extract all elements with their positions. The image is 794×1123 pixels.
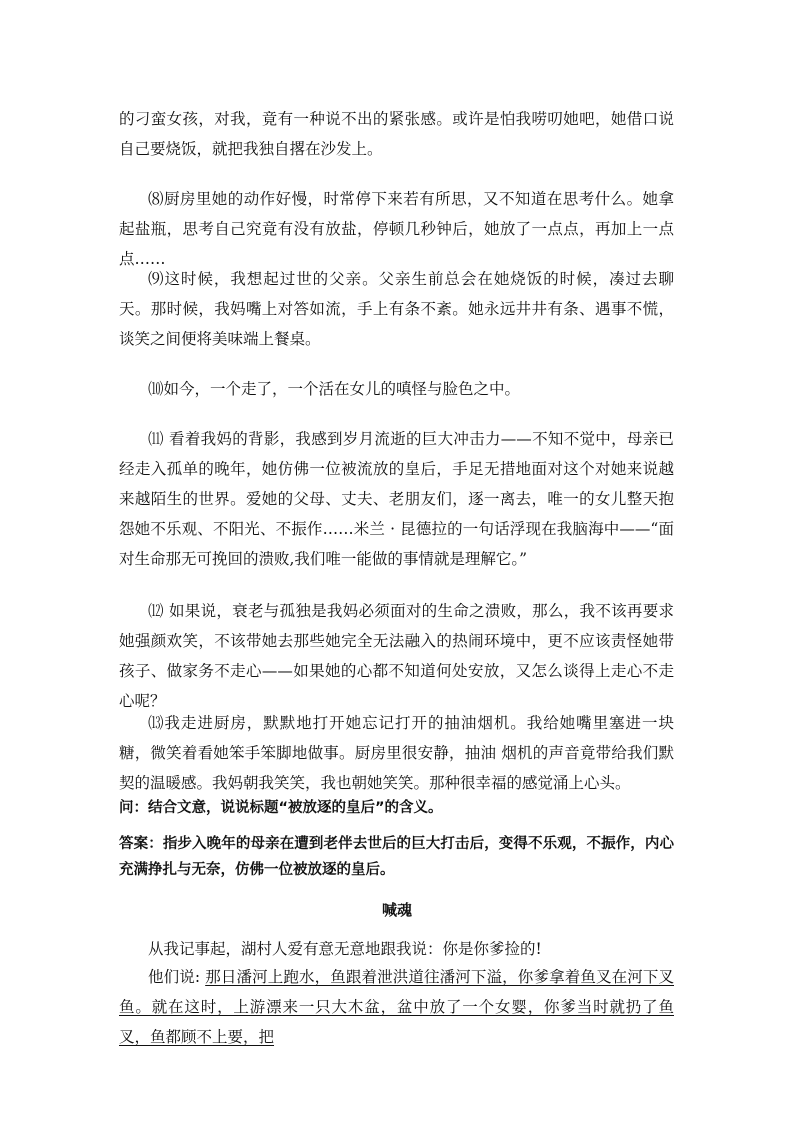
paragraph-intro: 的刁蛮女孩，对我，竟有一种说不出的紧张感。或许是怕我唠叨她吧，她借口说自己要烧饭，就把我独自撂在沙发上。 <box>119 110 674 158</box>
answer-text: 答案：指步入晚年的母亲在遭到老伴去世后的巨大打击后，变得不乐观，不振作，内心充满挣扎与无奈，仿佛一位被放逐的皇后。 <box>119 836 674 878</box>
paragraph-10: ⑽如今，一个走了，一个活在女儿的嗔怪与脸色之中。 <box>148 380 521 398</box>
paragraph-8: ⑻厨房里她的动作好慢，时常停下来若有所思，又不知道在思考什么。她拿起盐瓶，思考自己究竟有没有放盐，停顿几秒钟后，她放了一点点，再加上一点点…… <box>119 190 674 268</box>
section-title: 喊魂 <box>381 901 412 919</box>
underlined-passage: 那日潘河上跑水，鱼跟着泄洪道往潘河下溢，你爹拿着鱼叉在河下叉鱼。就在这时，上游漂来一只大木盆，盆中放了一个女婴，你爹当时就扔了鱼叉，鱼都顾不上要，把 <box>119 968 674 1046</box>
paragraph-9: ⑼这时候，我想起过世的父亲。父亲生前总会在她烧饭的时候，凑过去聊天。那时候，我妈嘴上对答如流，手上有条不紊。她永远井井有条、遇事不慌，谈笑之间便将美味端上餐桌。 <box>119 270 674 348</box>
paragraph-12: ⑿ 如果说，衰老与孤独是我妈必须面对的生命之溃败，那么，我不该再要求她强颜欢笑，不该带她去那些她完全无法融入的热闹环境中，更不应该责怪她带孩子、做家务不走心——如果她的心都不知道何处安放，又怎么谈得上走心不走心呢？ <box>119 602 674 710</box>
paragraph-13: ⒀我走进厨房，默默地打开她忘记打开的抽油烟机。我给她嘴里塞进一块糖，微笑着看她笨手笨脚地做事。厨房里很安静，抽油 烟机的声音竟带给我们默契的温暖感。我妈朝我笑笑，我也朝她笑笑。那种很幸福的感觉涌上心头。 <box>119 714 674 792</box>
story-paragraph-1: 从我记事起，湖村人爱有意无意地跟我说：你是你爹捡的! <box>148 940 542 958</box>
story-prefix: 他们说: <box>148 968 206 986</box>
paragraph-11: ⑾ 看着我妈的背影，我感到岁月流逝的巨大冲击力——不知不觉中，母亲已经走入孤单的晚年，她仿佛一位被流放的皇后，手足无措地面对这个对她来说越来越陌生的世界。爱她的父母、丈夫、老朋友们，逐一离去，唯一的女儿整天抱怨她不乐观、不阳光、不振作……米兰 · 昆德拉的一句话浮现在我脑海中——“面对生命那无可挽回的溃败,我们唯一能做的事情就是理解它。” <box>119 430 674 568</box>
story-paragraph-2 <box>119 962 674 1052</box>
question-text: 问：结合文意，说说标题“被放逐的皇后”的含义。 <box>119 800 443 816</box>
